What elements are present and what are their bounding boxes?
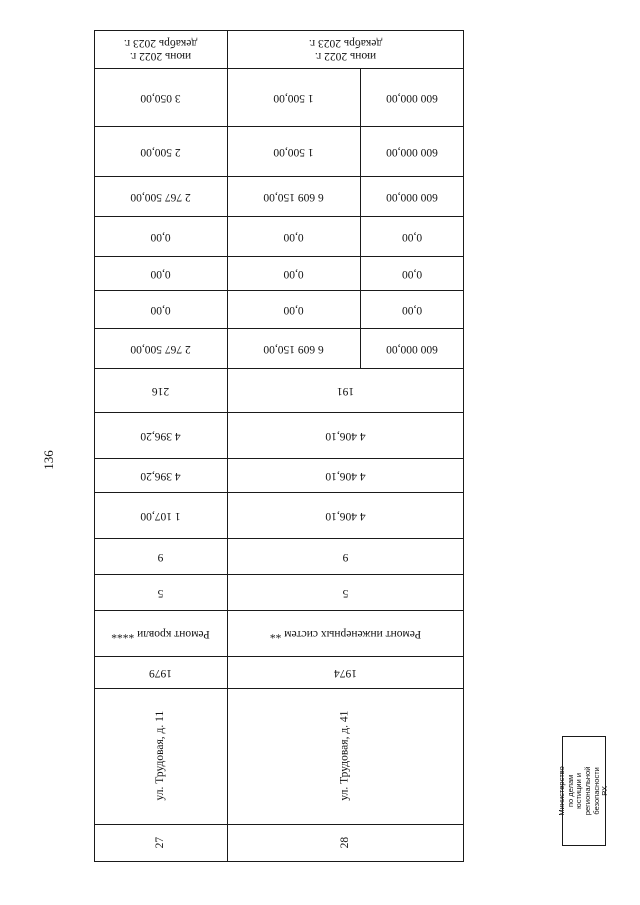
table-cell: 0,00: [401, 303, 423, 316]
table-cell-number: 28: [338, 837, 351, 849]
table-cell: 1974: [334, 666, 357, 679]
table-cell: Ремонт инженерных систем **: [269, 627, 422, 640]
table-cell: 0,00: [283, 303, 304, 316]
table-cell: 600 000,00: [386, 190, 438, 203]
table-cell: 4 396,20: [140, 469, 181, 482]
table-cell: 0,00: [150, 303, 171, 316]
table-cell: 9: [157, 550, 164, 563]
table-cell: 2 500,00: [140, 145, 181, 158]
table-cell: Ремонт кровли ****: [111, 627, 210, 640]
table-cell: 0,00: [283, 267, 304, 280]
table-cell-address: ул. Трудовая, д. 11: [153, 711, 166, 801]
table-cell: 9: [342, 550, 349, 563]
table-cell: 0,00: [150, 267, 171, 280]
table-cell: 1 500,00: [273, 145, 314, 158]
table-cell: 4 406,10: [325, 509, 366, 522]
table-cell: 3 050,00: [140, 91, 181, 104]
table-cell: 6 609 150,00: [263, 342, 324, 355]
table-cell: 5: [157, 586, 164, 599]
table-cell-number: 27: [153, 837, 166, 849]
table-cell: 0,00: [150, 230, 171, 243]
table-cell: 191: [336, 384, 355, 397]
table-cell: 6 609 150,00: [263, 190, 324, 203]
table-cell: 1 500,00: [273, 91, 314, 104]
table-cell: 600 000,00: [386, 91, 438, 104]
table-cell: 0,00: [401, 267, 423, 280]
table-cell: 1979: [149, 666, 172, 679]
table-cell: 4 396,20: [140, 429, 181, 442]
table-cell: 4 406,10: [325, 469, 366, 482]
table-cell: 0,00: [401, 230, 423, 243]
table-cell: 600 000,00: [386, 342, 438, 355]
table-cell: 600 000,00: [386, 145, 438, 158]
table-cell: 2 767 500,00: [130, 190, 191, 203]
table-cell-address: ул. Трудовая, д. 41: [338, 710, 351, 802]
header-period-right: июнь 2022 г. декабрь 2023 г.: [308, 37, 383, 63]
table-cell: 0,00: [283, 230, 304, 243]
page-number: 136: [41, 450, 56, 470]
table-cell: 5: [342, 586, 349, 599]
header-period-left: июнь 2022 г. декабрь 2023 г.: [123, 37, 198, 63]
ministry-stamp: Министерство по делам юстиции и региональной безопасности РХ: [562, 736, 606, 846]
table-cell: 216: [151, 384, 170, 397]
table-cell: 2 767 500,00: [130, 342, 191, 355]
table-cell: 1 107,00: [140, 509, 181, 522]
table-cell: 4 406,10: [325, 429, 366, 442]
